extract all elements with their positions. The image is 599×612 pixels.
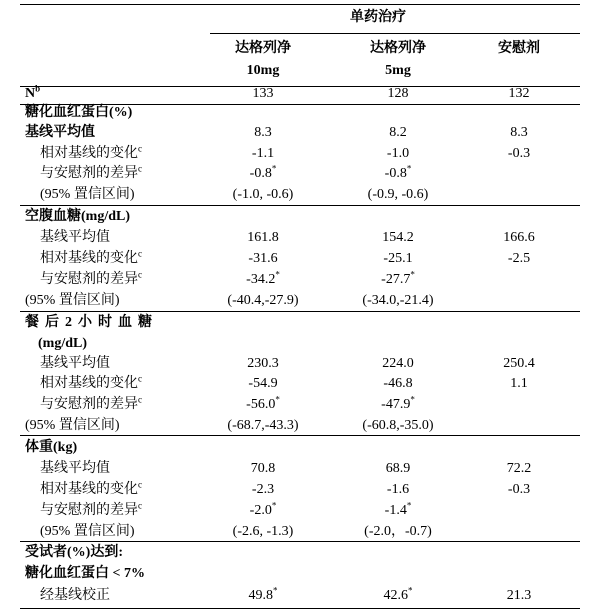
hba1c-ci-col1: (-1.0, -0.6) — [232, 187, 294, 202]
fpg-ci-col2: (-34.0,-21.4) — [362, 293, 434, 308]
responders-adjusted-col2: 42.6* — [383, 585, 413, 603]
weight-baseline-label: 基线平均值 — [40, 461, 110, 476]
ppg-section-rule — [20, 435, 580, 436]
fpg-baseline-col2: 154.2 — [382, 230, 414, 245]
ppg-ci-col2: (-60.8,-35.0) — [362, 418, 434, 433]
weight-ci-col2: (-2.0，-0.7) — [364, 524, 432, 539]
ppg-diff-col1: -56.0* — [246, 394, 280, 412]
responders-adjusted-col3: 21.3 — [506, 588, 532, 603]
weight-diff-col1: -2.0* — [249, 500, 277, 518]
fpg-ci-label: (95% 置信区间) — [25, 293, 120, 308]
col1-header-line2: 10mg — [246, 63, 280, 78]
hba1c-baseline-col3: 8.3 — [510, 125, 528, 140]
ppg-ci-col1: (-68.7,-43.3) — [227, 418, 299, 433]
fpg-change-col2: -25.1 — [383, 251, 413, 266]
ppg-change-col1: -54.9 — [248, 376, 278, 391]
ppg-baseline-label: 基线平均值 — [40, 356, 110, 371]
hba1c-diff-col1: -0.8* — [249, 163, 277, 181]
weight-diff-col2: -1.4* — [384, 500, 412, 518]
table-bottom-rule — [20, 608, 580, 609]
fpg-change-label: 相对基线的变化$^c$ — [40, 248, 142, 266]
fpg-baseline-label: 基线平均值 — [40, 230, 110, 245]
fpg-title: 空腹血糖(mg/dL) — [25, 209, 130, 224]
fpg-section-rule — [20, 311, 580, 312]
ppg-change-col2: -46.8 — [383, 376, 413, 391]
ppg-baseline-col2: 224.0 — [382, 356, 414, 371]
hba1c-baseline-label: 基线平均值 — [25, 125, 95, 140]
hba1c-diff-label: 与安慰剂的差异$^c$ — [40, 163, 142, 181]
fpg-diff-col2: -27.7* — [381, 269, 415, 287]
weight-diff-label: 与安慰剂的差异$^c$ — [40, 500, 142, 518]
fpg-baseline-col3: 166.6 — [503, 230, 535, 245]
weight-title: 体重(kg) — [25, 440, 78, 455]
ppg-change-label: 相对基线的变化$^c$ — [40, 373, 142, 391]
col2-header-line1: 达格列净 — [370, 41, 426, 56]
ppg-diff-col2: -47.9* — [381, 394, 415, 412]
ppg-change-col3: 1.1 — [510, 376, 528, 391]
fpg-baseline-col1: 161.8 — [247, 230, 279, 245]
responders-title: 受试者(%)达到: — [25, 545, 123, 560]
hba1c-change-label: 相对基线的变化$^c$ — [40, 143, 142, 161]
hba1c-baseline-col1: 8.3 — [254, 125, 272, 140]
weight-ci-label: (95% 置信区间) — [40, 524, 135, 539]
fpg-change-col1: -31.6 — [248, 251, 278, 266]
responders-adjusted-label: 经基线校正 — [40, 588, 110, 603]
n-col2: 128 — [387, 86, 409, 101]
weight-baseline-col3: 72.2 — [506, 461, 532, 476]
fpg-ci-col1: (-40.4,-27.9) — [227, 293, 299, 308]
ppg-baseline-col3: 250.4 — [503, 356, 535, 371]
hba1c-baseline-col2: 8.2 — [389, 125, 407, 140]
fpg-change-col3: -2.5 — [507, 251, 531, 266]
weight-change-col3: -0.3 — [507, 482, 531, 497]
col3-header: 安慰剂 — [498, 41, 540, 56]
n-col1: 133 — [252, 86, 274, 101]
n-col3: 132 — [508, 86, 530, 101]
responders-subtitle: 糖化血红蛋白 < 7% — [25, 566, 145, 581]
ppg-diff-label: 与安慰剂的差异$^c$ — [40, 394, 142, 412]
hba1c-title: 糖化血红蛋白(%) — [25, 105, 133, 120]
group-header: 单药治疗 — [350, 10, 406, 25]
weight-change-col1: -2.3 — [251, 482, 275, 497]
n-label: $N^b$ — [25, 83, 41, 101]
hba1c-ci-label: (95% 置信区间) — [40, 187, 135, 202]
hba1c-change-col2: -1.0 — [386, 146, 410, 161]
weight-baseline-col1: 70.8 — [250, 461, 276, 476]
ppg-title: 餐后2小时血糖 — [25, 315, 158, 330]
col2-header-line2: 5mg — [385, 63, 411, 78]
hba1c-change-col1: -1.1 — [251, 146, 275, 161]
hba1c-diff-col2: -0.8* — [384, 163, 412, 181]
responders-adjusted-col1: 49.8* — [248, 585, 278, 603]
hba1c-change-col3: -0.3 — [507, 146, 531, 161]
weight-section-rule — [20, 541, 580, 542]
weight-ci-col1: (-2.6, -1.3) — [232, 524, 294, 539]
ppg-baseline-col1: 230.3 — [247, 356, 279, 371]
fpg-diff-label: 与安慰剂的差异$^c$ — [40, 269, 142, 287]
weight-change-col2: -1.6 — [386, 482, 410, 497]
hba1c-ci-col2: (-0.9, -0.6) — [367, 187, 429, 202]
col1-header-line1: 达格列净 — [235, 41, 291, 56]
fpg-diff-col1: -34.2* — [246, 269, 280, 287]
weight-change-label: 相对基线的变化$^c$ — [40, 479, 142, 497]
ppg-title-unit: (mg/dL) — [38, 336, 87, 351]
weight-baseline-col2: 68.9 — [385, 461, 411, 476]
hba1c-section-rule — [20, 205, 580, 206]
table-top-rule — [20, 4, 580, 5]
group-header-rule — [210, 33, 580, 34]
ppg-ci-label: (95% 置信区间) — [25, 418, 120, 433]
